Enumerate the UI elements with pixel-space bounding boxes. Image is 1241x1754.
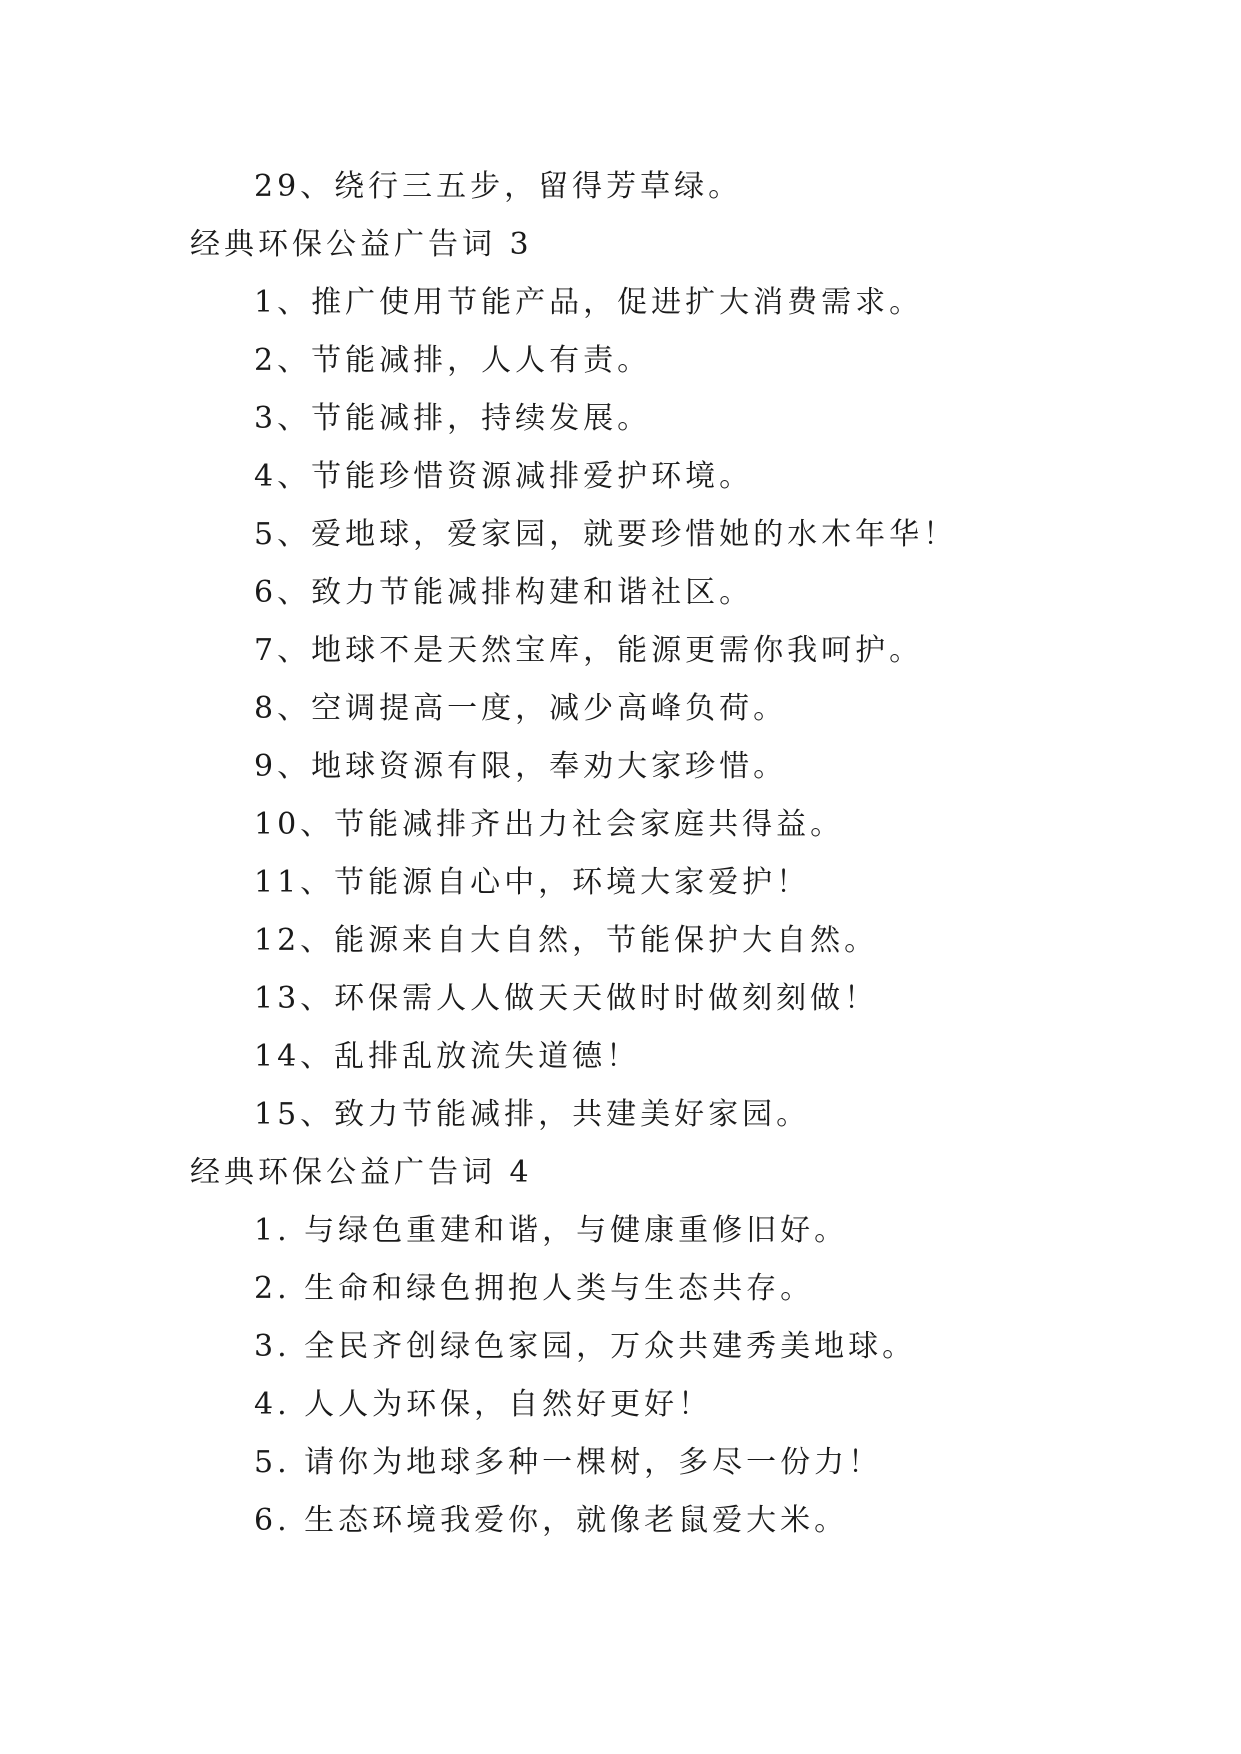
list-item: 12、能源来自大自然，节能保护大自然。 — [254, 923, 879, 958]
list-item: 8、空调提高一度，减少高峰负荷。 — [254, 691, 788, 726]
list-item: 1、推广使用节能产品，促进扩大消费需求。 — [254, 285, 924, 320]
list-item: 5. 请你为地球多种一棵树，多尽一份力！ — [254, 1445, 883, 1480]
document-body — [190, 158, 1090, 1550]
list-item: 3. 全民齐创绿色家园，万众共建秀美地球。 — [254, 1329, 917, 1364]
list-item: 15、致力节能减排，共建美好家园。 — [254, 1097, 811, 1132]
list-item: 7、地球不是天然宝库，能源更需你我呵护。 — [254, 633, 924, 668]
list-item: 1. 与绿色重建和谐，与健康重修旧好。 — [254, 1213, 849, 1248]
section-heading: 经典环保公益广告词 4 — [190, 1155, 533, 1190]
list-item: 6、致力节能减排构建和谐社区。 — [254, 575, 754, 610]
list-item: 14、乱排乱放流失道德！ — [254, 1039, 641, 1074]
list-item: 29、绕行三五步，留得芳草绿。 — [254, 169, 743, 204]
list-item: 5、爱地球，爱家园，就要珍惜她的水木年华！ — [254, 517, 958, 552]
list-item: 4、节能珍惜资源减排爱护环境。 — [254, 459, 754, 494]
list-item: 11、节能源自心中，环境大家爱护！ — [254, 865, 811, 900]
list-item: 6. 生态环境我爱你，就像老鼠爱大米。 — [254, 1503, 849, 1538]
list-item: 4. 人人为环保，自然好更好！ — [254, 1387, 713, 1422]
list-item: 2、节能减排，人人有责。 — [254, 343, 652, 378]
list-item: 3、节能减排，持续发展。 — [254, 401, 652, 436]
list-item: 9、地球资源有限，奉劝大家珍惜。 — [254, 749, 788, 784]
list-item: 13、环保需人人做天天做时时做刻刻做！ — [254, 981, 879, 1016]
section-heading: 经典环保公益广告词 3 — [190, 227, 533, 262]
list-item: 2. 生命和绿色拥抱人类与生态共存。 — [254, 1271, 815, 1306]
list-item: 10、节能减排齐出力社会家庭共得益。 — [254, 807, 845, 842]
